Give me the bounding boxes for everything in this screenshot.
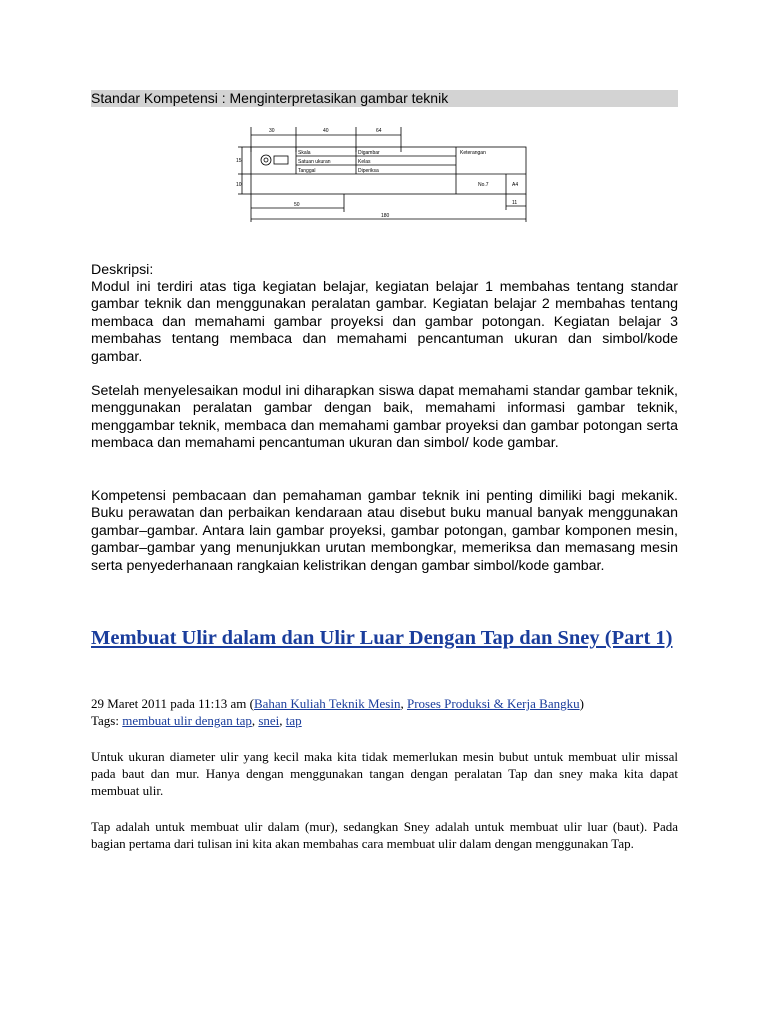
category-link-2[interactable]: Proses Produksi & Kerja Bangku bbox=[406, 696, 580, 711]
cell-tanggal: Tanggal bbox=[298, 168, 316, 174]
dim-side-b: 10 bbox=[236, 182, 242, 188]
tag-link-3[interactable]: tap bbox=[285, 713, 302, 728]
dim-top-a: 30 bbox=[269, 128, 275, 134]
deskripsi-paragraph-3 bbox=[91, 488, 678, 575]
article-title-link[interactable]: Membuat Ulir dalam dan Ulir Luar Dengan Tap dan Sney (Part 1) bbox=[91, 627, 673, 649]
deskripsi-paragraph-1 bbox=[91, 279, 678, 366]
deskripsi-p2-text: Setelah menyelesaikan modul ini diharapkan siswa dapat memahami standar gambar teknik, menggunakan peralatan gambar dengan baik, memahami informasi gambar teknik, menggambar teknik, membaca dan memahami gambar proyeksi dan gambar potongan serta membaca dan memahami pencantuman ukuran dan simbol/ kode gambar. bbox=[91, 383, 678, 452]
cell-satuan-ukuran: Satuan ukuran bbox=[298, 159, 331, 165]
cell-keterangan: Keterangan bbox=[460, 150, 486, 156]
meta-date: 29 Maret 2011 pada 11:13 am ( bbox=[91, 696, 254, 711]
dim-top-b: 40 bbox=[323, 128, 329, 134]
cell-paper: A4 bbox=[512, 182, 519, 188]
article-paragraph-2 bbox=[91, 818, 678, 852]
meta-separator: , bbox=[400, 696, 407, 711]
meta-close: ) bbox=[579, 696, 584, 711]
cell-diperiksa: Diperiksa bbox=[358, 168, 379, 174]
dim-bottom-total: 180 bbox=[381, 213, 390, 219]
dim-side-a: 15 bbox=[236, 158, 242, 164]
article-paragraph-1 bbox=[91, 748, 678, 799]
article-tags bbox=[91, 712, 678, 729]
title-block-svg bbox=[236, 122, 536, 227]
cell-kelas: Kelas bbox=[358, 159, 371, 165]
deskripsi-paragraph-2 bbox=[91, 383, 678, 453]
cell-skala: Skala bbox=[298, 150, 311, 156]
tags-label: Tags: bbox=[91, 713, 123, 728]
article-p1-text: Untuk ukuran diameter ulir yang kecil maka kita tidak memerlukan mesin bubut untuk membuat ulir missal pada baut dan mur. Hanya dengan menggunakan tangan dengan peralatan Tap dan sney maka kita dapat membuat ulir. bbox=[91, 749, 678, 798]
dim-top-c: 64 bbox=[376, 128, 382, 134]
cell-digambar: Digambar bbox=[358, 150, 380, 156]
tag-link-1[interactable]: membuat ulir dengan tap bbox=[122, 713, 252, 728]
tag-link-2[interactable]: snei bbox=[258, 713, 280, 728]
deskripsi-p1-text: Modul ini terdiri atas tiga kegiatan belajar, kegiatan belajar 1 membahas tentang standar gambar teknik dan menggunakan peralatan gambar. Kegiatan belajar 2 membahas tentang membaca dan memahami gambar proyeksi dan gambar potongan. Kegiatan belajar 3 membahas tentang membaca dan memahami pencantuman ukuran dan simbol/kode gambar. bbox=[91, 279, 678, 365]
tag-sep-2: , bbox=[279, 713, 286, 728]
dim-bottom-a: 50 bbox=[294, 202, 300, 208]
category-link-1[interactable]: Bahan Kuliah Teknik Mesin bbox=[253, 696, 401, 711]
tag-sep-1: , bbox=[251, 713, 259, 728]
title-block-drawing bbox=[236, 122, 536, 227]
article-p2-text: Tap adalah untuk membuat ulir dalam (mur), sedangkan Sney adalah untuk membuat ulir luar (baut). Pada bagian pertama dari tulisan ini kita akan membahas cara membuat ulir dalam dengan menggunakan Tap. bbox=[91, 819, 678, 851]
competency-header-bar: Standar Kompetensi : Menginterpretasikan gambar teknik bbox=[91, 90, 678, 107]
deskripsi-label: Deskripsi: bbox=[91, 262, 154, 278]
article-meta bbox=[91, 695, 678, 712]
dim-bottom-b: 11 bbox=[512, 200, 518, 206]
cell-no: No.7 bbox=[478, 182, 489, 188]
deskripsi-p3-text: Kompetensi pembacaan dan pemahaman gambar teknik ini penting dimiliki bagi mekanik. Buku perawatan dan perbaikan kendaraan atau disebut buku manual banyak menggunakan gambar–gambar. Antara lain gambar proyeksi, gambar potongan, gambar komponen mesin, gambar–gambar yang menunjukkan urutan membongkar, memeriksa dan memasang mesin serta penyederhanaan rangkaian kelistrikan dengan gambar simbol/kode gambar. bbox=[91, 488, 678, 574]
